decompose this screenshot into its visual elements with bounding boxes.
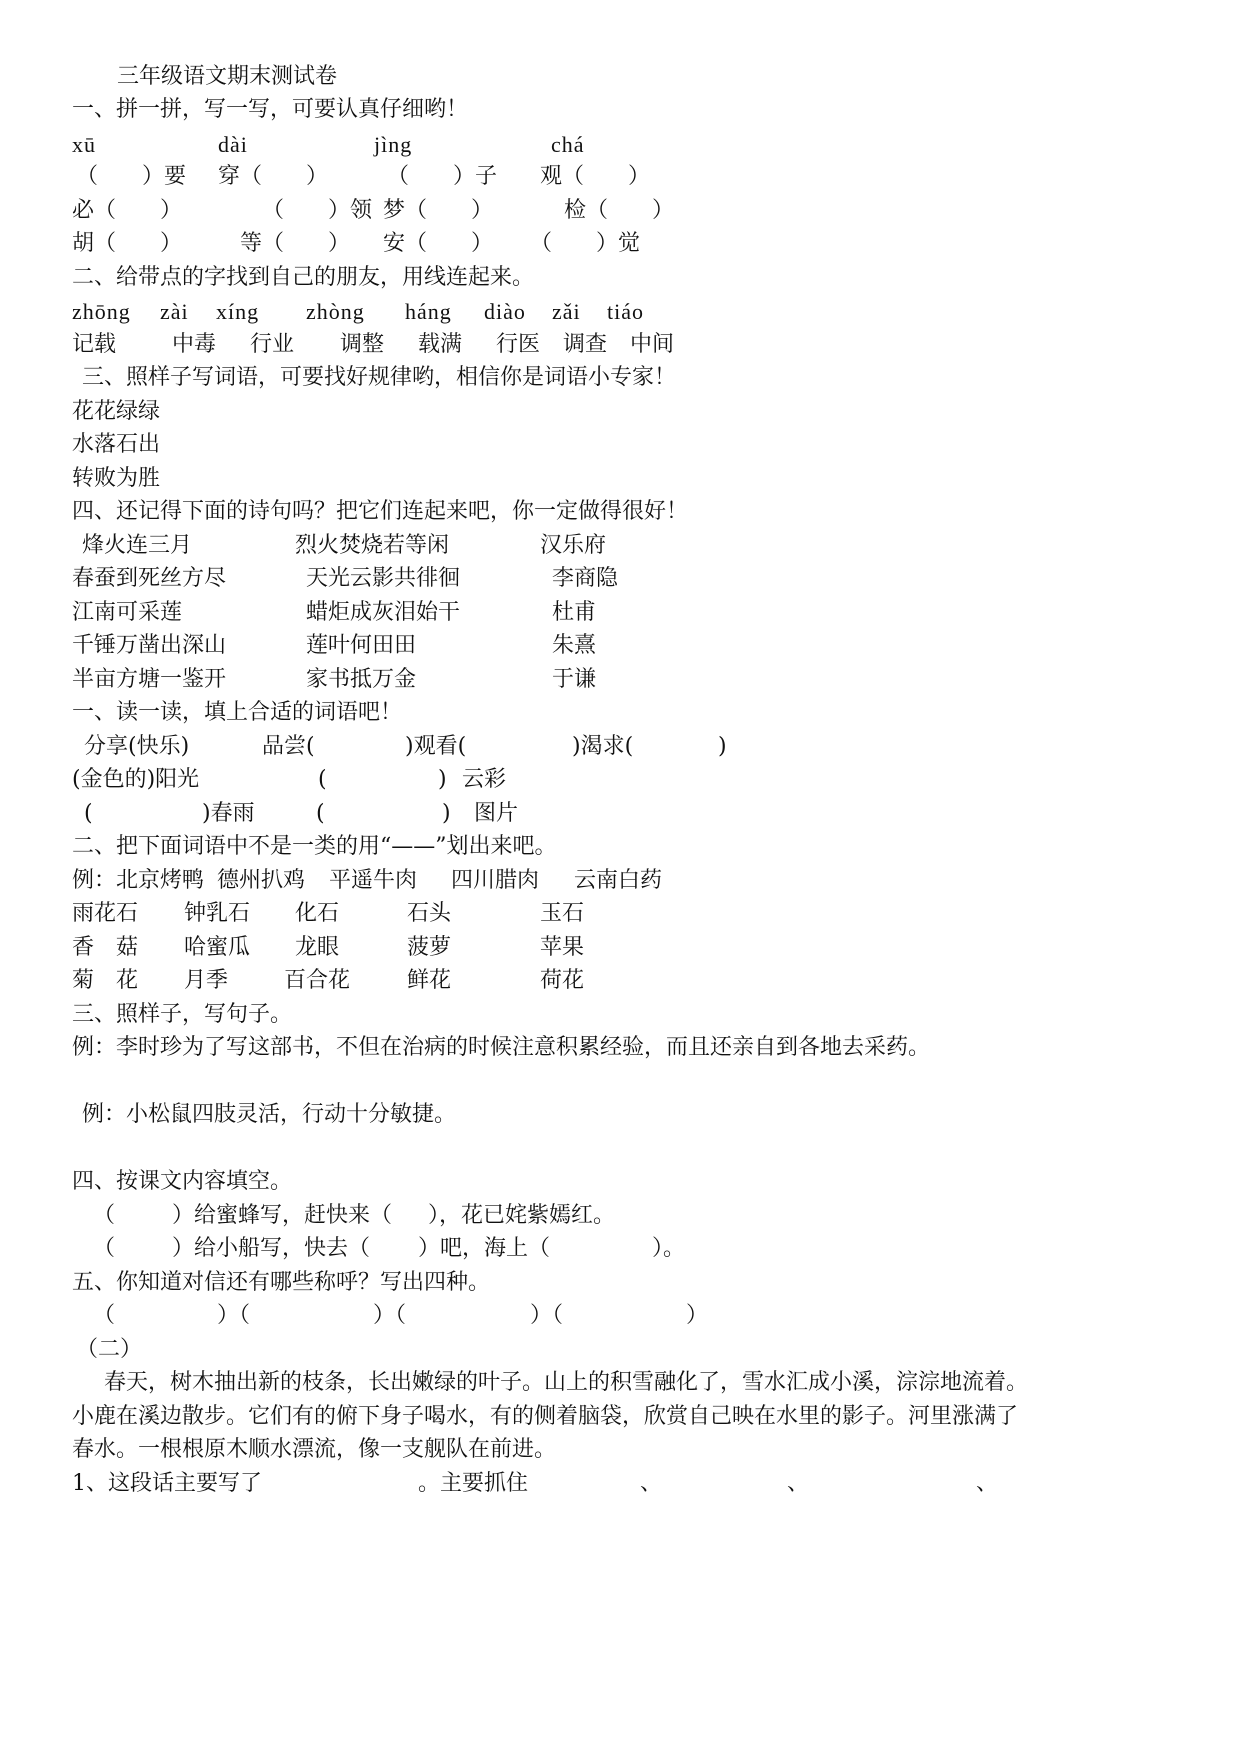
poet-name: 李商隐 xyxy=(552,566,619,591)
question-text: 1、这段话主要写了 xyxy=(72,1471,262,1496)
example-sentence: 例：小松鼠四肢灵活，行动十分敏捷。 xyxy=(82,1102,457,1127)
pinyin: zhòng xyxy=(306,299,365,324)
example-word: 例：北京烤鸭 xyxy=(72,868,205,893)
blank-item: （ ）觉 xyxy=(530,231,641,256)
fill-item: (金色的)阳光 xyxy=(72,767,200,792)
word: 载满 xyxy=(418,332,463,357)
poet-name: 于谦 xyxy=(552,667,597,692)
word: 玉石 xyxy=(540,901,585,926)
word: 哈蜜瓜 xyxy=(184,935,251,960)
example-word: 四川腊肉 xyxy=(451,868,540,893)
poem-line: 春蚕到死丝方尽 xyxy=(72,566,227,591)
fill-item: （ xyxy=(93,1203,116,1228)
example-word: 平遥牛肉 xyxy=(329,868,418,893)
word: 月季 xyxy=(184,968,229,993)
question-text: 、 xyxy=(976,1471,999,1496)
fill-item: ( xyxy=(316,801,325,826)
blank-item: 观（ ） xyxy=(540,164,651,189)
poem-line: 烽火连三月 xyxy=(82,533,193,558)
fill-item: )观看( xyxy=(405,734,467,759)
pinyin: xíng xyxy=(216,299,260,324)
example-word: 转败为胜 xyxy=(72,466,161,491)
blank-item: 等（ ） xyxy=(240,231,351,256)
word: 石头 xyxy=(407,901,452,926)
fill-item: ） xyxy=(686,1303,709,1328)
passage-line: 春水。一根根原木顺水漂流，像一支舰队在前进。 xyxy=(72,1437,557,1462)
fill-item: )渴求( xyxy=(572,734,634,759)
example-sentence: 例：李时珍为了写这部书，不但在治病的时候注意积累经验，而且还亲自到各地去采药。 xyxy=(72,1035,931,1060)
fill-item: ) xyxy=(442,801,451,826)
section-3-heading: 三、照样子写词语，可要找好规律哟，相信你是词语小专家！ xyxy=(82,365,677,390)
fill-item: 图片 xyxy=(474,801,519,826)
word: 化石 xyxy=(295,901,340,926)
pinyin: zài xyxy=(160,299,189,324)
blank-item: 穿（ ） xyxy=(218,164,329,189)
blank-item: 安（ ） xyxy=(383,231,494,256)
fill-item: ），花已姹紫嫣红。 xyxy=(428,1203,616,1228)
word: 调整 xyxy=(340,332,385,357)
passage-line: 小鹿在溪边散步。它们有的俯下身子喝水，有的侧着脑袋，欣赏自己映在水里的影子。河里涨满了 xyxy=(72,1404,1019,1429)
blank-item: （ ）子 xyxy=(387,164,498,189)
fill-item: ) xyxy=(438,767,447,792)
fill-item: ）给蜜蜂写，赶快来（ xyxy=(172,1203,393,1228)
page-title: 三年级语文期末测试卷 xyxy=(117,64,338,89)
fill-item: （ xyxy=(93,1303,116,1328)
blank-item: （ ）领 xyxy=(262,198,373,223)
fill-item: 品尝( xyxy=(262,734,315,759)
pinyin: háng xyxy=(405,299,452,324)
blank-item: 检（ ） xyxy=(564,198,675,223)
word: 调查 xyxy=(563,332,608,357)
example-word: 水落石出 xyxy=(72,432,161,457)
fill-item: ) xyxy=(718,734,727,759)
fill-item: ( xyxy=(318,767,327,792)
blank-item: （ ）要 xyxy=(76,164,187,189)
poem-line: 家书抵万金 xyxy=(306,667,417,692)
fill-item: ）。 xyxy=(652,1236,686,1261)
blank-item: 必（ ） xyxy=(72,198,183,223)
section-heading: 二、把下面词语中不是一类的用“——”划出来吧。 xyxy=(72,834,557,859)
pinyin: xū xyxy=(72,132,96,157)
word: 中毒 xyxy=(172,332,217,357)
section-heading: 四、按课文内容填空。 xyxy=(72,1169,293,1194)
word: 中间 xyxy=(630,332,675,357)
fill-item: ）（ xyxy=(530,1303,564,1328)
word: 香 菇 xyxy=(72,935,139,960)
poet-name: 汉乐府 xyxy=(540,533,607,558)
example-word: 云南白药 xyxy=(574,868,663,893)
poem-line: 莲叶何田田 xyxy=(306,633,417,658)
fill-item: ）给小船写，快去（ xyxy=(172,1236,371,1261)
fill-item: ）吧，海上（ xyxy=(418,1236,551,1261)
fill-item: （ xyxy=(93,1236,116,1261)
pinyin: chá xyxy=(551,132,585,157)
question-text: 。主要抓住 xyxy=(418,1471,529,1496)
poem-line: 千锤万凿出深山 xyxy=(72,633,227,658)
pinyin: dài xyxy=(218,132,248,157)
poem-line: 天光云影共徘徊 xyxy=(306,566,461,591)
poet-name: 朱熹 xyxy=(552,633,597,658)
word: 记载 xyxy=(72,332,117,357)
word: 行医 xyxy=(496,332,541,357)
poem-line: 蜡炬成灰泪始干 xyxy=(306,600,461,625)
word: 百合花 xyxy=(284,968,351,993)
word: 菠萝 xyxy=(407,935,452,960)
question-text: 、 xyxy=(640,1471,663,1496)
word: 荷花 xyxy=(540,968,585,993)
section-heading: 一、读一读，填上合适的词语吧！ xyxy=(72,700,403,725)
word: 龙眼 xyxy=(295,935,340,960)
blank-item: 胡（ ） xyxy=(72,231,183,256)
example-word: 花花绿绿 xyxy=(72,399,161,424)
question-text: 、 xyxy=(787,1471,810,1496)
fill-item: ）（ xyxy=(373,1303,407,1328)
word: 苹果 xyxy=(540,935,585,960)
example-word: 德州扒鸡 xyxy=(217,868,306,893)
section-1-heading: 一、拼一拼，写一写，可要认真仔细哟！ xyxy=(72,97,469,122)
pinyin: zhōng xyxy=(72,299,131,324)
word: 钟乳石 xyxy=(184,901,251,926)
fill-item: 分享(快乐) xyxy=(84,734,190,759)
poem-line: 半亩方塘一鉴开 xyxy=(72,667,227,692)
word: 菊 花 xyxy=(72,968,139,993)
word: 行业 xyxy=(250,332,295,357)
section-heading: 五、你知道对信还有哪些称呼？写出四种。 xyxy=(72,1270,491,1295)
poem-line: 烈火焚烧若等闲 xyxy=(295,533,450,558)
pinyin: diào xyxy=(484,299,526,324)
poet-name: 杜甫 xyxy=(552,600,597,625)
section-2-heading: 二、给带点的字找到自己的朋友，用线连起来。 xyxy=(72,265,535,290)
fill-item: )春雨 xyxy=(202,801,255,826)
blank-item: 梦（ ） xyxy=(383,198,494,223)
poem-line: 江南可采莲 xyxy=(72,600,183,625)
section-4-heading: 四、还记得下面的诗句吗？把它们连起来吧，你一定做得很好！ xyxy=(72,499,689,524)
section-heading: 三、照样子，写句子。 xyxy=(72,1002,293,1027)
pinyin: zǎi xyxy=(552,299,581,324)
fill-item: ( xyxy=(84,801,93,826)
fill-item: 云彩 xyxy=(462,767,507,792)
fill-item: ）（ xyxy=(217,1303,251,1328)
pinyin: jìng xyxy=(374,132,413,157)
word: 雨花石 xyxy=(72,901,139,926)
pinyin: tiáo xyxy=(607,299,644,324)
passage-line: 春天，树木抽出新的枝条，长出嫩绿的叶子。山上的积雪融化了，雪水汇成小溪，淙淙地流着。 xyxy=(104,1370,1029,1395)
word: 鲜花 xyxy=(407,968,452,993)
section-label: （二） xyxy=(76,1337,143,1362)
